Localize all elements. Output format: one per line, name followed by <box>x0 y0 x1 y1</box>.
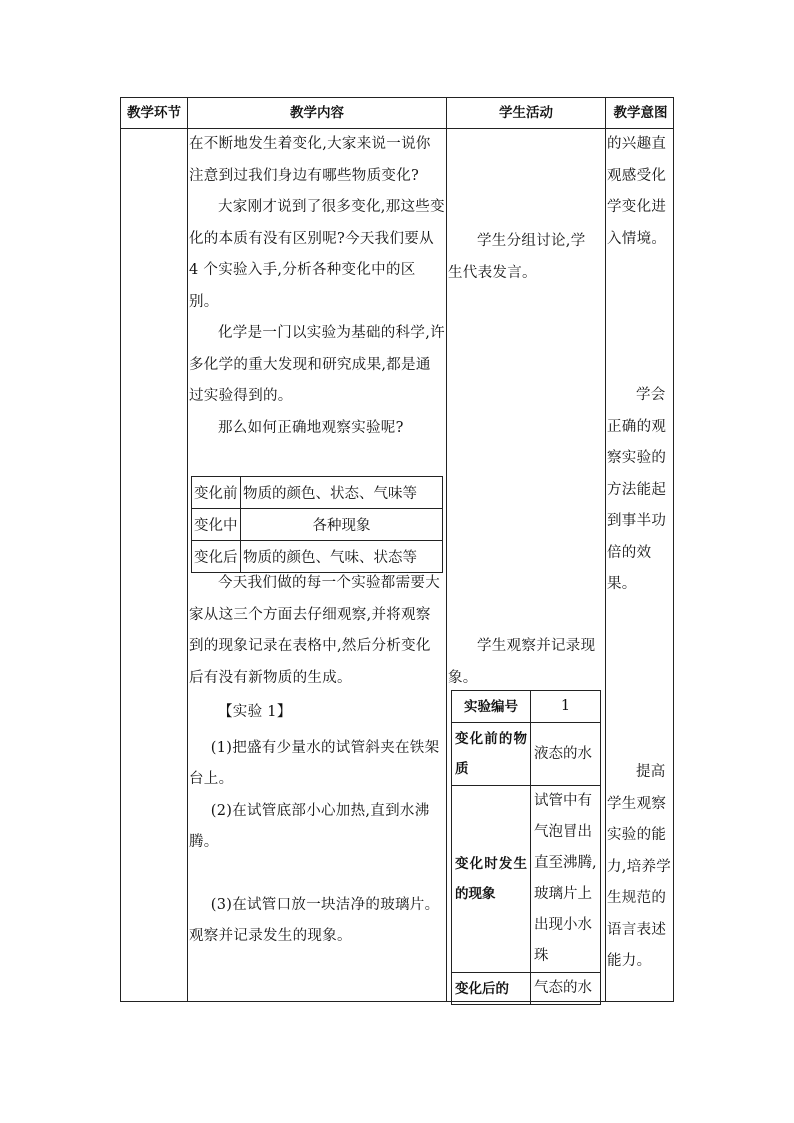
observe-detail: 各种现象 <box>241 509 443 541</box>
observe-detail: 物质的颜色、气味、状态等 <box>241 541 443 573</box>
column-divider <box>446 98 447 1001</box>
table-row <box>452 786 601 973</box>
observe-stage: 变化中 <box>192 509 241 541</box>
observe-detail: 物质的颜色、状态、气味等 <box>241 477 443 509</box>
content-paragraph: 大家刚才说到了很多变化,那这些变化的本质有没有区别呢?今天我们要从 4 个实验入手,分析各种变化中的区别。 <box>189 199 445 310</box>
intent-text: 的兴趣直观感受化学变化进入情境。 <box>607 136 667 247</box>
exp-value: 液态的水 <box>531 723 601 786</box>
teaching-intent-3 <box>607 757 673 978</box>
content-paragraph: 今天我们做的每一个实验都需要大家从这三个方面去仔细观察,并将观察到的现象记录在表格中,然后分析变化后有没有新物质的生成。 <box>189 575 440 686</box>
observe-stage: 变化后 <box>192 541 241 573</box>
teaching-intent-1 <box>607 129 673 255</box>
exp-label: 变化前的物质 <box>452 723 531 786</box>
table-row <box>452 973 601 1005</box>
exp-label: 变化时发生的现象 <box>452 786 531 973</box>
activity-text: 学生分组讨论,学生代表发言。 <box>448 233 586 281</box>
column-divider <box>187 98 188 1001</box>
teaching-content-column <box>189 129 445 444</box>
intent-text: 提高学生观察实验的能力,培养学生规范的语言表述能力。 <box>607 764 672 969</box>
experiment-step: (2)在试管底部小心加热,直到水沸腾。 <box>189 802 430 850</box>
student-activity-observe <box>448 631 598 694</box>
student-activity-discussion <box>448 226 598 289</box>
header-teaching-intent: 教学意图 <box>613 105 668 121</box>
table-row <box>192 477 443 509</box>
exp-value: 1 <box>531 691 601 723</box>
observation-method-table <box>191 476 443 573</box>
content-paragraph: 在不断地发生着变化,大家来说一说你注意到过我们身边有哪些物质变化? <box>189 136 431 184</box>
intent-text: 学会正确的观察实验的方法能起到事半功倍的效果。 <box>607 387 667 592</box>
teaching-content-continued <box>189 568 445 953</box>
content-paragraph: 那么如何正确地观察实验呢? <box>218 419 404 436</box>
experiment-title: 【实验 1】 <box>218 704 292 720</box>
exp-label: 变化后的 <box>452 973 531 1005</box>
exp-value: 试管中有气泡冒出直至沸腾,玻璃片上出现小水珠 <box>531 786 601 973</box>
table-row <box>452 723 601 786</box>
activity-text: 学生观察并记录现象。 <box>448 638 596 686</box>
observe-stage: 变化前 <box>192 477 241 509</box>
content-paragraph: 化学是一门以实验为基础的科学,许多化学的重大发现和研究成果,都是通过实验得到的。 <box>189 325 445 404</box>
exp-value: 气态的水 <box>531 973 601 1005</box>
experiment-record-table <box>451 690 601 1005</box>
experiment-step: (3)在试管口放一块洁净的玻璃片。观察并记录发生的现象。 <box>189 896 440 944</box>
header-student-activity: 学生活动 <box>499 105 553 121</box>
lesson-plan-table <box>120 97 674 1002</box>
column-divider <box>605 98 606 1001</box>
experiment-step: (1)把盛有少量水的试管斜夹在铁架台上。 <box>189 739 440 787</box>
table-row <box>452 691 601 723</box>
table-row <box>192 509 443 541</box>
header-teaching-content: 教学内容 <box>290 105 344 121</box>
exp-label: 实验编号 <box>452 691 531 723</box>
teaching-intent-2 <box>607 380 673 601</box>
header-teaching-stage: 教学环节 <box>127 105 181 121</box>
